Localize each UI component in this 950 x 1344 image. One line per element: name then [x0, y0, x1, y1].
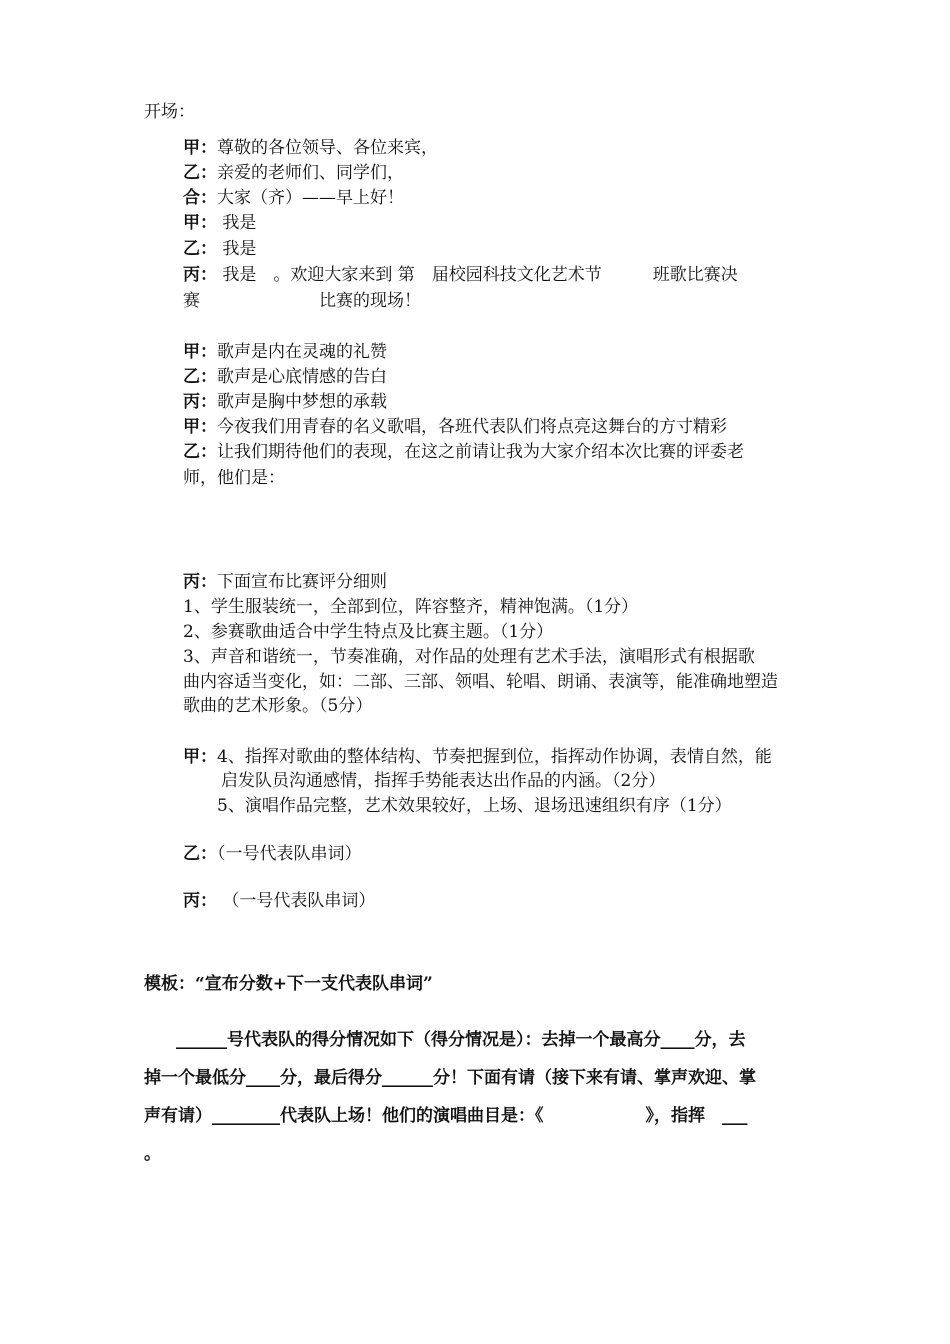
dialogue-line: [183, 263, 738, 287]
speaker-label: 甲：: [183, 417, 217, 437]
speaker-label: 丙：: [183, 265, 217, 285]
rule-item: 曲内容适当变化，如：二部、三部、领唱、轮唱、朗诵、表演等，能准确地塑造: [183, 672, 778, 692]
speaker-label: 甲：: [183, 342, 217, 362]
speaker-label: 乙：: [183, 163, 217, 183]
dialogue-text: 我是 。欢迎大家来到 第 届校园科技文化艺术节 班歌比赛决: [217, 265, 738, 285]
dialogue-text: 我是: [217, 239, 257, 259]
template-line: ______号代表队的得分情况如下（得分情况是）：去掉一个最高分____分，去: [176, 1030, 746, 1050]
dialogue-line: [183, 440, 744, 464]
rule-item: 启发队员沟通感情，指挥手势能表达出作品的内涵。（2分）: [221, 771, 666, 791]
speaker-label: 甲：: [183, 138, 217, 158]
dialogue-text: 师，他们是：: [183, 468, 285, 488]
template-line: 掉一个最低分____分，最后得分______分！下面有请（接下来有请、掌声欢迎、掌: [144, 1068, 756, 1088]
rule-item: 歌曲的艺术形象。（5分）: [183, 696, 373, 716]
rule-item: 5、演唱作品完整，艺术效果较好，上场、退场迅速组织有序（1分）: [217, 796, 732, 816]
dialogue-line: [183, 340, 387, 364]
speaker-label: 乙：: [183, 239, 217, 259]
dialogue-text: （一号代表队串词）: [217, 891, 376, 911]
dialogue-text: 赛 比赛的现场！: [183, 291, 421, 311]
speaker-label: 丙：: [183, 572, 217, 592]
rule-item: 1、学生服装统一，全部到位，阵容整齐，精神饱满。（1分）: [183, 597, 639, 617]
dialogue-line: [183, 211, 256, 235]
speaker-label: 丙：: [183, 891, 217, 911]
speaker-label: 乙：: [183, 367, 217, 387]
team-line: [183, 842, 362, 866]
dialogue-text: 今夜我们用青春的名义歌唱，各班代表队们将点亮这舞台的方寸精彩: [217, 417, 727, 437]
dialogue-text: 让我们期待他们的表现，在这之前请让我为大家介绍本次比赛的评委老: [217, 442, 744, 462]
team-line: [183, 889, 375, 913]
rule-item: 3、声音和谐统一，节奏准确，对作品的处理有艺术手法，演唱形式有根据歌: [183, 647, 755, 667]
template-line: 声有请）________代表队上场！他们的演唱曲目是：《 》，指挥 ___: [144, 1106, 748, 1126]
template-line: 。: [144, 1144, 161, 1164]
dialogue-text: 下面宣布比赛评分细则: [217, 572, 387, 592]
dialogue-text: 大家（齐）——早上好！: [217, 188, 404, 208]
dialogue-text: （一号代表队串词）: [217, 844, 362, 864]
speaker-label: 甲：: [183, 747, 217, 767]
speaker-label: 丙：: [183, 392, 217, 412]
rule-item: [183, 745, 772, 769]
dialogue-line: [183, 466, 285, 490]
rules-intro: [183, 570, 387, 594]
dialogue-text: 歌声是内在灵魂的礼赞: [217, 342, 387, 362]
speaker-label: 甲：: [183, 213, 217, 233]
dialogue-text: 我是: [217, 213, 257, 233]
dialogue-line: [183, 289, 421, 313]
speaker-label: 合：: [183, 188, 217, 208]
opening-heading: 开场：: [144, 102, 195, 122]
dialogue-line: [183, 365, 387, 389]
dialogue-text: 4、指挥对歌曲的整体结构、节奏把握到位，指挥动作协调，表情自然，能: [217, 747, 772, 767]
dialogue-line: [183, 390, 387, 414]
dialogue-text: 亲爱的老师们、同学们，: [217, 163, 404, 183]
template-heading: 模板：“宣布分数+下一支代表队串词”: [144, 974, 433, 994]
dialogue-line: [183, 237, 256, 261]
dialogue-line: [183, 161, 404, 185]
dialogue-text: 歌声是胸中梦想的承载: [217, 392, 387, 412]
dialogue-text: 尊敬的各位领导、各位来宾，: [217, 138, 438, 158]
dialogue-line: [183, 136, 438, 160]
dialogue-text: 歌声是心底情感的告白: [217, 367, 387, 387]
dialogue-line: [183, 186, 404, 210]
speaker-label: 乙：: [183, 844, 217, 864]
rule-item: 2、参赛歌曲适合中学生特点及比赛主题。（1分）: [183, 622, 554, 642]
speaker-label: 乙：: [183, 442, 217, 462]
dialogue-line: [183, 415, 727, 439]
